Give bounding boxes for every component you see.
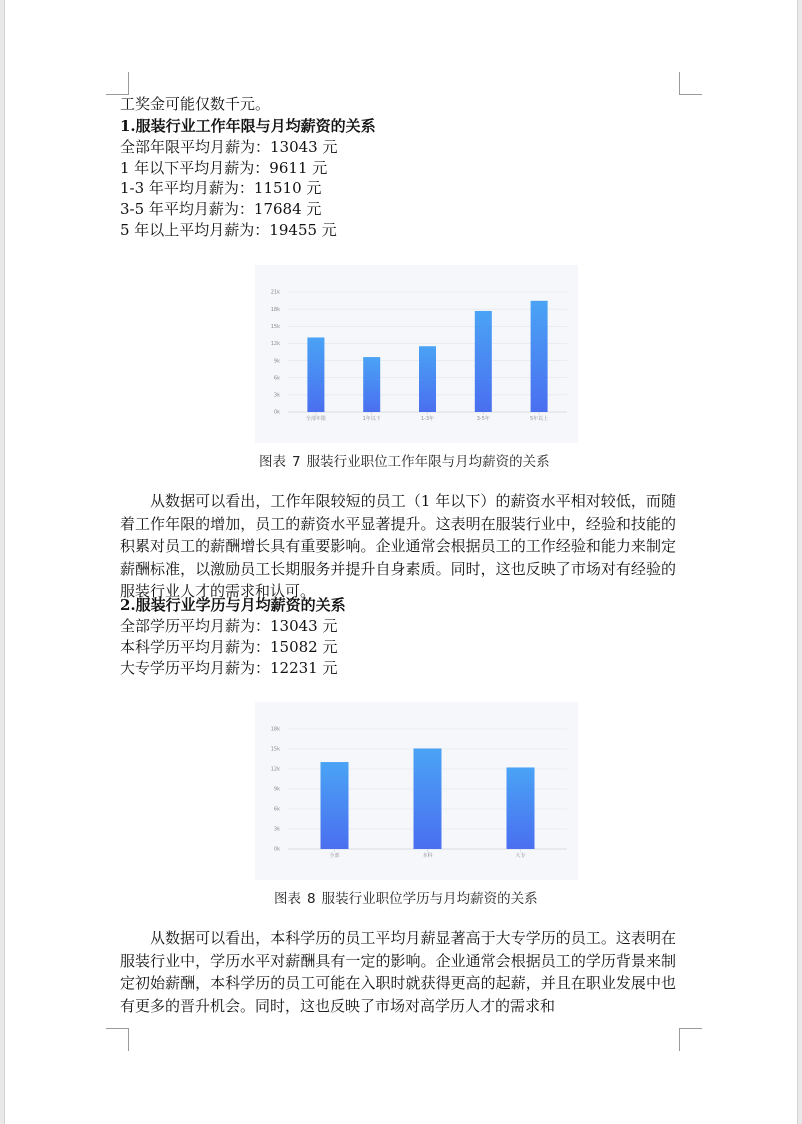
y-tick-label: 18k [270,306,280,313]
crop-mark-bottom-right [679,1028,702,1051]
y-tick-label: 18k [270,726,280,733]
y-tick-label: 9k [273,358,280,365]
section1-line: 1 年以下平均月薪为：9611 元 [120,159,328,177]
y-tick-label: 0k [273,409,280,416]
y-tick-label: 3k [273,826,280,833]
bar [321,762,349,849]
section2-heading: 2.服装行业学历与月均薪资的关系 [120,596,346,614]
caption-number: 8 [307,891,316,907]
figure-7-caption [259,450,550,470]
section2-line: 大专学历平均月薪为：12231 元 [120,659,338,677]
x-tick-label: 3-5年 [476,416,490,422]
bar [475,311,492,412]
section1-line: 全部年限平均月薪为：13043 元 [120,138,338,156]
y-tick-label: 21k [270,289,280,296]
caption-text: 服装行业职位学历与月均薪资的关系 [321,891,538,907]
caption-text: 服装行业职位工作年限与月均薪资的关系 [306,454,550,470]
x-tick-label: 本科 [422,853,433,859]
x-tick-label: 全部年限 [305,416,326,422]
caption-prefix: 图表 [274,891,301,907]
bar [414,748,442,849]
crop-mark-top-left [106,72,129,95]
y-tick-label: 15k [270,746,280,753]
chart-education-salary [255,702,578,880]
y-tick-label: 6k [273,806,280,813]
section2-line: 本科学历平均月薪为：15082 元 [120,638,338,656]
y-tick-label: 6k [273,375,280,382]
caption-prefix: 图表 [259,454,286,470]
chart-experience-svg [255,265,578,443]
y-tick-label: 0k [273,846,280,853]
bar [363,357,380,412]
top-fragment-text: 工奖金可能仅数千元。 [120,95,271,113]
section1-line: 1-3 年平均月薪为：11510 元 [120,179,322,197]
bar [419,346,436,412]
x-tick-label: 全部 [329,853,340,859]
figure-8-caption [274,887,538,907]
y-tick-label: 12k [270,766,280,773]
bar [507,767,535,849]
section1-paragraph: 从数据可以看出，工作年限较短的员工（1 年以下）的薪资水平相对较低，而随着工作年限的增加，员工的薪资水平显著提升。这表明在服装行业中，经验和技能的积累对员工的薪酬增长具有重要影响。企业通常会根据员工的工作经验和能力来制定薪酬标准，以激励员工长期服务并提升自身素质。同时，这也反映了市场对有经验的服装行业人才的需求和认可。 [120,492,676,601]
bar [307,337,324,412]
section1-heading: 1.服装行业工作年限与月均薪资的关系 [120,117,376,135]
section2-line: 全部学历平均月薪为：13043 元 [120,617,338,635]
crop-mark-bottom-left [106,1028,129,1051]
y-tick-label: 15k [270,323,280,330]
crop-mark-top-right [679,72,702,95]
section1-line: 3-5 年平均月薪为：17684 元 [120,200,322,218]
bar [531,301,548,412]
x-tick-label: 5年以上 [530,416,549,422]
caption-number: 7 [292,454,301,470]
section1-line: 5 年以上平均月薪为：19455 元 [120,221,337,239]
x-tick-label: 1-3年 [420,416,435,422]
y-tick-label: 3k [273,392,280,399]
chart-education-svg [255,702,578,880]
y-tick-label: 12k [270,341,280,348]
x-tick-label: 1年以下 [362,416,381,422]
section2-paragraph: 从数据可以看出，本科学历的员工平均月薪显著高于大专学历的员工。这表明在服装行业中，学历水平对薪酬具有一定的影响。企业通常会根据员工的学历背景来制定初始薪酬，本科学历的员工可能在入职时就获得更高的起薪，并且在职业发展中也有更多的晋升机会。同时，这也反映了市场对高学历人才的需求和 [120,929,676,1015]
y-tick-label: 9k [273,786,280,793]
x-tick-label: 大专 [515,853,526,859]
chart-experience-salary [255,265,578,443]
